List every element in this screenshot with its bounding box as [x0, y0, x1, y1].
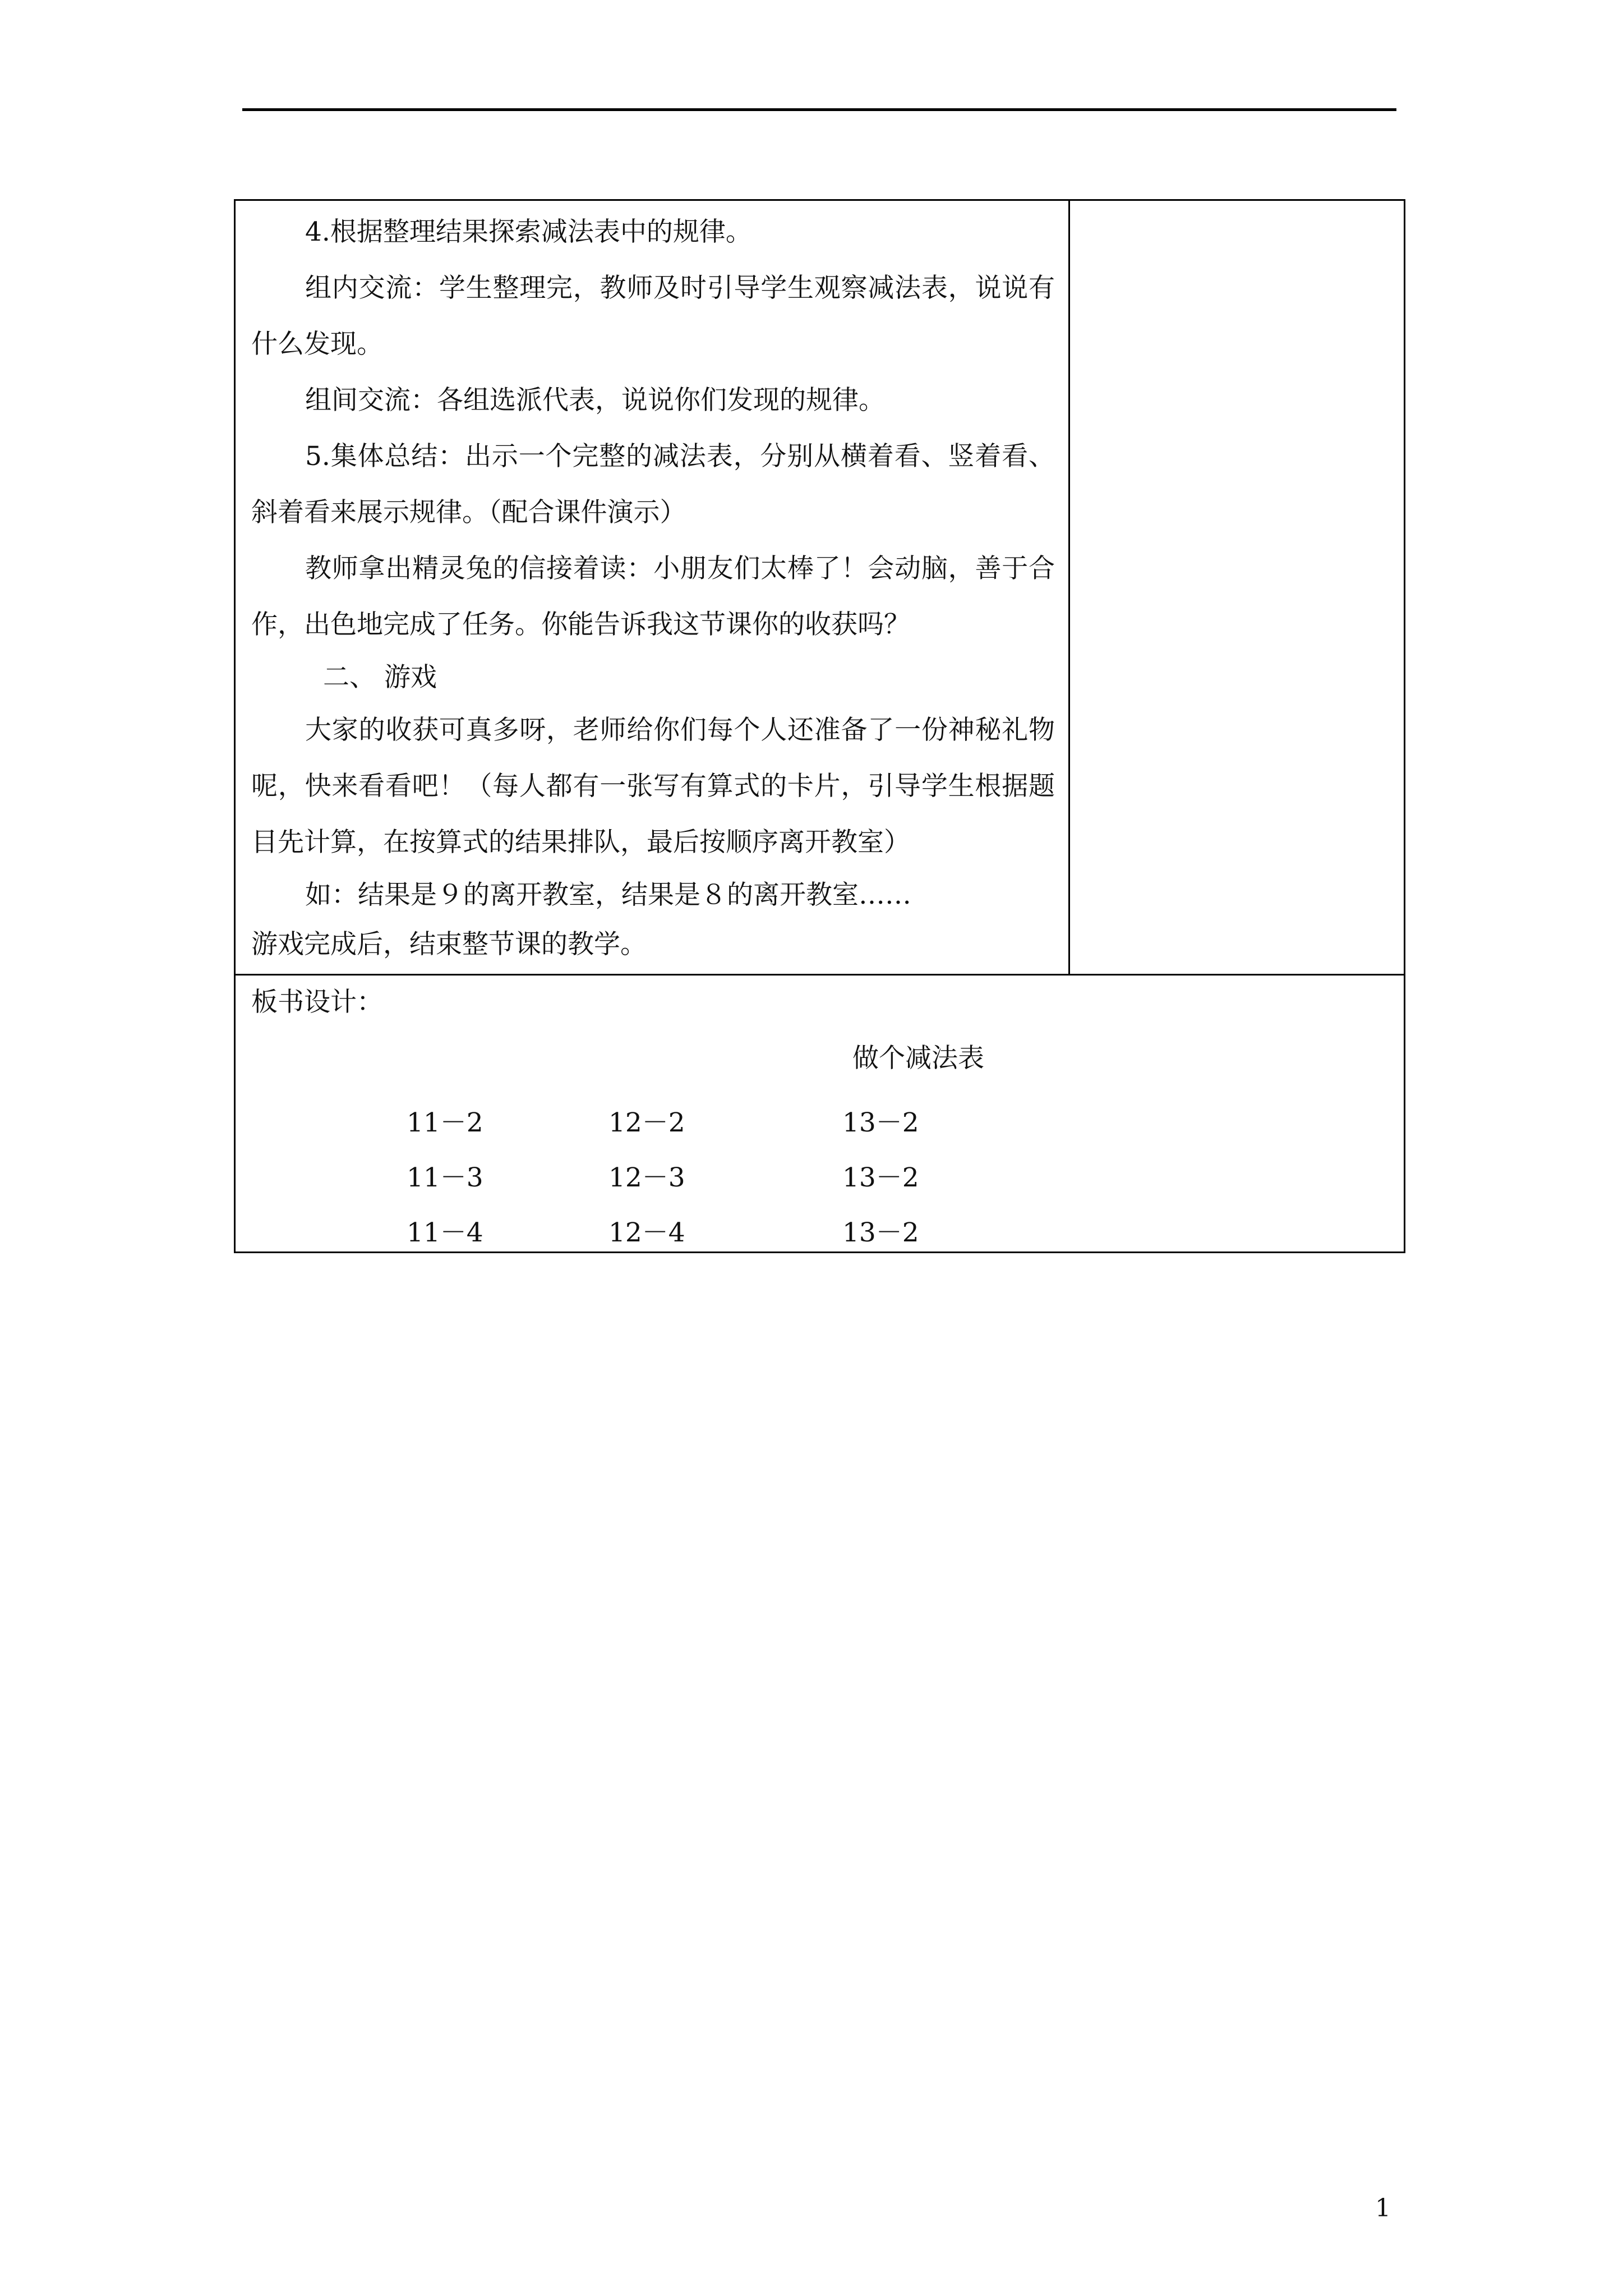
game-section-heading: 二、 游戏: [323, 662, 437, 693]
formula-cell: 13－2: [842, 1107, 919, 1138]
board-design-cell: [235, 975, 1405, 1253]
formula-cell: 12－3: [608, 1162, 685, 1193]
closing-paragraph: 游戏完成后，结束整节课的教学。: [251, 929, 647, 960]
formula-cell: 11－3: [407, 1162, 483, 1193]
game-description-paragraph: 大家的收获可真多呀，老师给你们每个人还准备了一份神秘礼物呢，快来看看吧！（每人都有一张写有算式的卡片，引导学生根据题目先计算，在按算式的结果排队，最后按顺序离开教室）: [251, 715, 1055, 858]
formula-cell: 12－4: [608, 1217, 685, 1248]
intergroup-discussion-paragraph: 组间交流：各组选派代表，说说你们发现的规律。: [305, 385, 885, 416]
board-design-row: [235, 975, 1405, 1253]
header-rule: [242, 108, 1396, 111]
page-number: 1: [1375, 2194, 1391, 2223]
lesson-plan-table: [234, 199, 1405, 1253]
formula-cell: 13－2: [842, 1217, 919, 1248]
formula-cell: 11－2: [407, 1107, 483, 1138]
letter-reading-paragraph: 教师拿出精灵兔的信接着读：小朋友们太棒了！会动脑，善于合作，出色地完成了任务。你能告诉我这节课你的收获吗？: [251, 553, 1055, 640]
formula-cell: 11－4: [407, 1217, 483, 1248]
board-title: 做个减法表: [852, 1043, 984, 1074]
step-4-paragraph: 4.根据整理结果探索减法表中的规律。: [305, 217, 752, 247]
formula-cell: 13－2: [842, 1162, 919, 1193]
step-5-paragraph: 5.集体总结：出示一个完整的减法表，分别从横着看、竖着看、斜着看来展示规律。（配合课件演示）: [251, 441, 1055, 528]
procedure-cell: [235, 200, 1069, 975]
formula-cell: 12－2: [608, 1107, 685, 1138]
notes-cell: [1069, 200, 1405, 975]
board-design-label: 板书设计：: [251, 987, 383, 1018]
group-discussion-paragraph: 组内交流：学生整理完，教师及时引导学生观察减法表，说说有什么发现。: [251, 273, 1055, 360]
procedure-row: [235, 200, 1405, 975]
game-example-paragraph: 如：结果是９的离开教室，结果是８的离开教室……: [305, 880, 911, 910]
